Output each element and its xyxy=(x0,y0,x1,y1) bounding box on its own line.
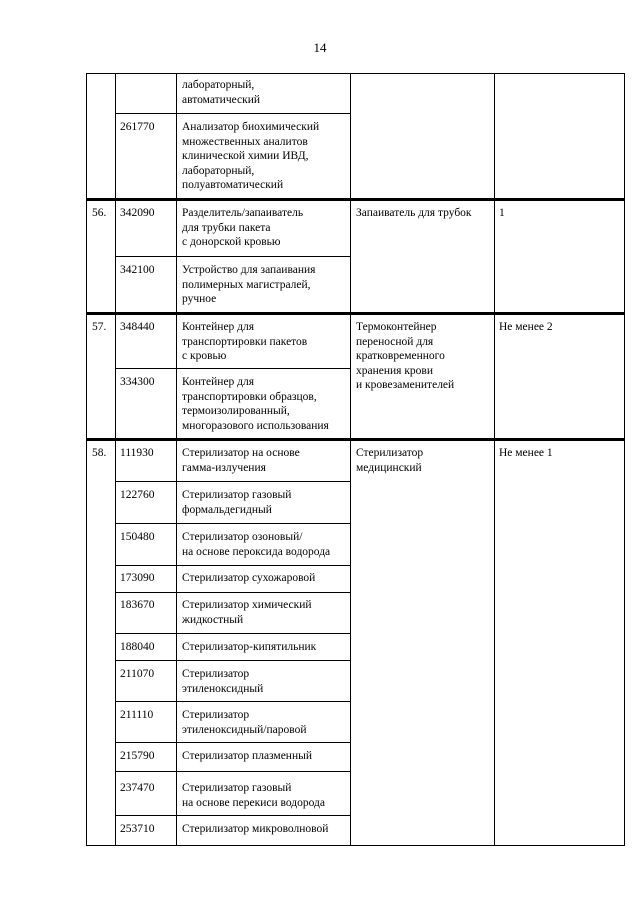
item-number: 56. xyxy=(92,207,107,219)
device-code: 183670 xyxy=(120,599,155,611)
table-border-top xyxy=(86,73,625,74)
device-name: Стерилизатор сухожаровой xyxy=(182,572,316,584)
row-divider xyxy=(115,368,351,369)
device-name: Разделитель/запаиватель для трубки пакета с донорской кровью xyxy=(182,207,304,248)
device-name: Стерилизатор газовый на основе перекиси водорода xyxy=(182,782,326,809)
equipment-type: Стерилизатор медицинский xyxy=(356,447,424,474)
required-quantity: Не менее 2 xyxy=(499,321,553,333)
equipment-type: Термоконтейнер переносной для кратковременного хранения крови и кровезаменителей xyxy=(356,321,455,391)
row-divider xyxy=(115,633,351,634)
equipment-type: Запаиватель для трубок xyxy=(356,207,472,219)
device-code: 150480 xyxy=(120,531,155,543)
device-name: Анализатор биохимический множественных аналитов клинической химии ИВД, лабораторный, полуавтоматический xyxy=(182,121,320,191)
device-code: 342090 xyxy=(120,207,155,219)
device-name: Устройство для запаивания полимерных магистралей, ручное xyxy=(182,264,316,305)
device-name: Стерилизатор плазменный xyxy=(182,750,312,762)
required-quantity: 1 xyxy=(499,207,505,219)
row-divider xyxy=(115,256,351,257)
row-divider xyxy=(115,592,351,593)
page-number: 14 xyxy=(313,40,327,55)
column-divider xyxy=(350,73,351,846)
device-name: Стерилизатор этиленоксидный xyxy=(182,668,264,695)
device-code: 334300 xyxy=(120,376,155,388)
group-divider xyxy=(86,312,625,315)
row-divider xyxy=(115,701,351,702)
device-name: лабораторный, автоматический xyxy=(182,79,261,106)
row-divider xyxy=(115,481,351,482)
device-name: Стерилизатор озоновый/ на основе пероксида водорода xyxy=(182,531,331,558)
row-divider xyxy=(115,523,351,524)
device-name: Стерилизатор на основе гамма-излучения xyxy=(182,447,300,474)
device-name: Контейнер для транспортировки пакетов с кровью xyxy=(182,321,308,362)
row-divider xyxy=(115,771,351,772)
device-code: 173090 xyxy=(120,572,155,584)
device-name: Стерилизатор-кипятильник xyxy=(182,641,317,653)
column-divider xyxy=(494,73,495,846)
device-code: 211070 xyxy=(120,668,155,680)
device-code: 211110 xyxy=(120,709,154,721)
column-divider xyxy=(115,73,116,846)
device-name: Стерилизатор этиленоксидный/паровой xyxy=(182,709,307,736)
row-divider xyxy=(115,742,351,743)
device-code: 342100 xyxy=(120,264,155,276)
column-divider xyxy=(176,73,177,846)
device-code: 253710 xyxy=(120,823,155,835)
table-border-bottom xyxy=(86,845,625,846)
item-number: 57. xyxy=(92,321,107,333)
device-code: 237470 xyxy=(120,782,155,794)
table-border-left xyxy=(86,73,87,846)
device-name: Стерилизатор микроволновой xyxy=(182,823,329,835)
device-code: 215790 xyxy=(120,750,155,762)
row-divider xyxy=(115,113,351,114)
device-name: Стерилизатор газовый формальдегидный xyxy=(182,489,292,516)
device-code: 111930 xyxy=(120,447,154,459)
row-divider xyxy=(115,660,351,661)
device-name: Стерилизатор химический жидкостный xyxy=(182,599,312,626)
group-divider xyxy=(86,438,625,441)
row-divider xyxy=(115,815,351,816)
required-quantity: Не менее 1 xyxy=(499,447,553,459)
device-name: Контейнер для транспортировки образцов, термоизолированный, многоразового использования xyxy=(182,376,329,432)
item-number: 58. xyxy=(92,447,107,459)
device-code: 348440 xyxy=(120,321,155,333)
device-code: 122760 xyxy=(120,489,155,501)
device-code: 188040 xyxy=(120,641,155,653)
row-divider xyxy=(115,565,351,566)
device-code: 261770 xyxy=(120,121,155,133)
table-border-right xyxy=(624,73,625,846)
group-divider xyxy=(86,198,625,201)
